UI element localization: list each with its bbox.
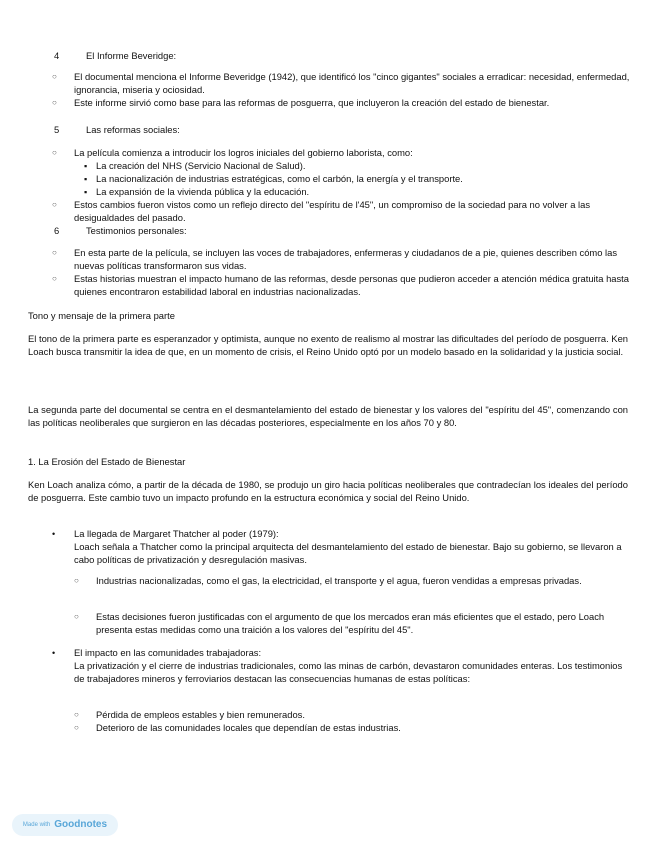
circle-bullet-icon: ○	[52, 148, 57, 157]
subheading: 1. La Erosión del Estado de Bienestar	[28, 456, 186, 467]
list-item: La creación del NHS (Servicio Nacional de Salud).	[96, 160, 306, 171]
paragraph: Ken Loach analiza cómo, a partir de la década de 1980, se produjo un giro hacia políticas neoliberales que contradecían los ideales del período de posguerra. Este cambio tuvo un impacto profundo en la estructura económica y social del Reino Unido.	[28, 479, 628, 503]
circle-bullet-icon: ○	[74, 576, 79, 585]
section-title: Las reformas sociales:	[86, 124, 180, 135]
paragraph: El tono de la primera parte es esperanzador y optimista, aunque no exento de realismo al mostrar las dificultades del período de posguerra. Ken Loach busca transmitir la idea de que, en un momento de crisis, el Reino Unido optó por un modelo basado en la solidaridad y la justicia social.	[28, 333, 628, 357]
section-number: 4	[54, 50, 60, 61]
section-title: Testimonios personales:	[86, 225, 187, 236]
list-item: En esta parte de la película, se incluyen las voces de trabajadores, enfermeras y ciudadanos de a pie, quienes describen cómo las nuevas políticas transformaron sus vidas.	[74, 247, 618, 271]
square-bullet-icon: ▪	[84, 161, 88, 171]
circle-bullet-icon: ○	[52, 200, 57, 209]
badge-prefix: Made with	[22, 821, 51, 828]
bullet-icon: •	[52, 529, 56, 539]
circle-bullet-icon: ○	[74, 710, 79, 719]
circle-bullet-icon: ○	[52, 98, 57, 107]
circle-bullet-icon: ○	[74, 723, 79, 732]
list-item: Estos cambios fueron vistos como un reflejo directo del "espíritu de l'45", un compromiso de la sociedad para no volver a las desigualdades del pasado.	[74, 199, 591, 223]
square-bullet-icon: ▪	[84, 174, 88, 184]
list-item-text: La privatización y el cierre de industrias tradicionales, como las minas de carbón, devastaron comunidades enteras. Los testimonios de trabajadores mineros y ferroviarios destacan las consecuencias humanas de estas políticas:	[74, 660, 623, 684]
list-item-title: La llegada de Margaret Thatcher al poder (1979):	[74, 528, 279, 539]
list-item: La expansión de la vivienda pública y la educación.	[96, 186, 310, 197]
circle-bullet-icon: ○	[52, 274, 57, 283]
goodnotes-badge[interactable]	[12, 814, 118, 836]
list-item: Pérdida de empleos estables y bien remunerados.	[96, 709, 305, 720]
list-item: La película comienza a introducir los logros iniciales del gobierno laborista, como:	[74, 147, 413, 158]
list-item: Estas historias muestran el impacto humano de las reformas, desde personas que pudieron acceder a atención médica gratuita hasta quienes encontraron estabilidad laboral en industrias nacionalizadas.	[74, 273, 630, 297]
paragraph: La segunda parte del documental se centra en el desmantelamiento del estado de bienestar y los valores del "espíritu del 45", comenzando con las políticas neoliberales que surgieron en las décadas posteriores, especialmente en los años 70 y 80.	[28, 404, 628, 428]
badge-brand: Goodnotes	[54, 818, 108, 830]
list-item: Estas decisiones fueron justificadas con el argumento de que los mercados eran más eficientes que el estado, pero Loach presenta estas medidas como una traición a los valores del "espíritu del 45".	[96, 611, 605, 635]
section-title: El Informe Beveridge:	[86, 50, 177, 61]
section-number: 5	[54, 124, 60, 135]
bullet-icon: •	[52, 648, 56, 658]
subheading: Tono y mensaje de la primera parte	[28, 310, 175, 321]
list-item: Este informe sirvió como base para las reformas de posguerra, que incluyeron la creación del estado de bienestar.	[74, 97, 550, 108]
list-item: Deterioro de las comunidades locales que dependían de estas industrias.	[96, 722, 401, 733]
list-item: La nacionalización de industrias estratégicas, como el carbón, la energía y el transporte.	[96, 173, 463, 184]
circle-bullet-icon: ○	[52, 248, 57, 257]
circle-bullet-icon: ○	[52, 72, 57, 81]
section-number: 6	[54, 225, 60, 236]
list-item: El documental menciona el Informe Beveridge (1942), que identificó los "cinco gigantes" sociales a erradicar: necesidad, enfermedad, ignorancia, miseria y ociosidad.	[74, 71, 630, 95]
list-item: Industrias nacionalizadas, como el gas, la electricidad, el transporte y el agua, fueron vendidas a empresas privadas.	[96, 575, 582, 586]
list-item-text: Loach señala a Thatcher como la principal arquitecta del desmantelamiento del estado de bienestar. Bajo su gobierno, se llevaron a cabo políticas de privatización y desregulación masivas.	[74, 541, 622, 565]
square-bullet-icon: ▪	[84, 187, 88, 197]
list-item-title: El impacto en las comunidades trabajadoras:	[74, 647, 262, 658]
circle-bullet-icon: ○	[74, 612, 79, 621]
